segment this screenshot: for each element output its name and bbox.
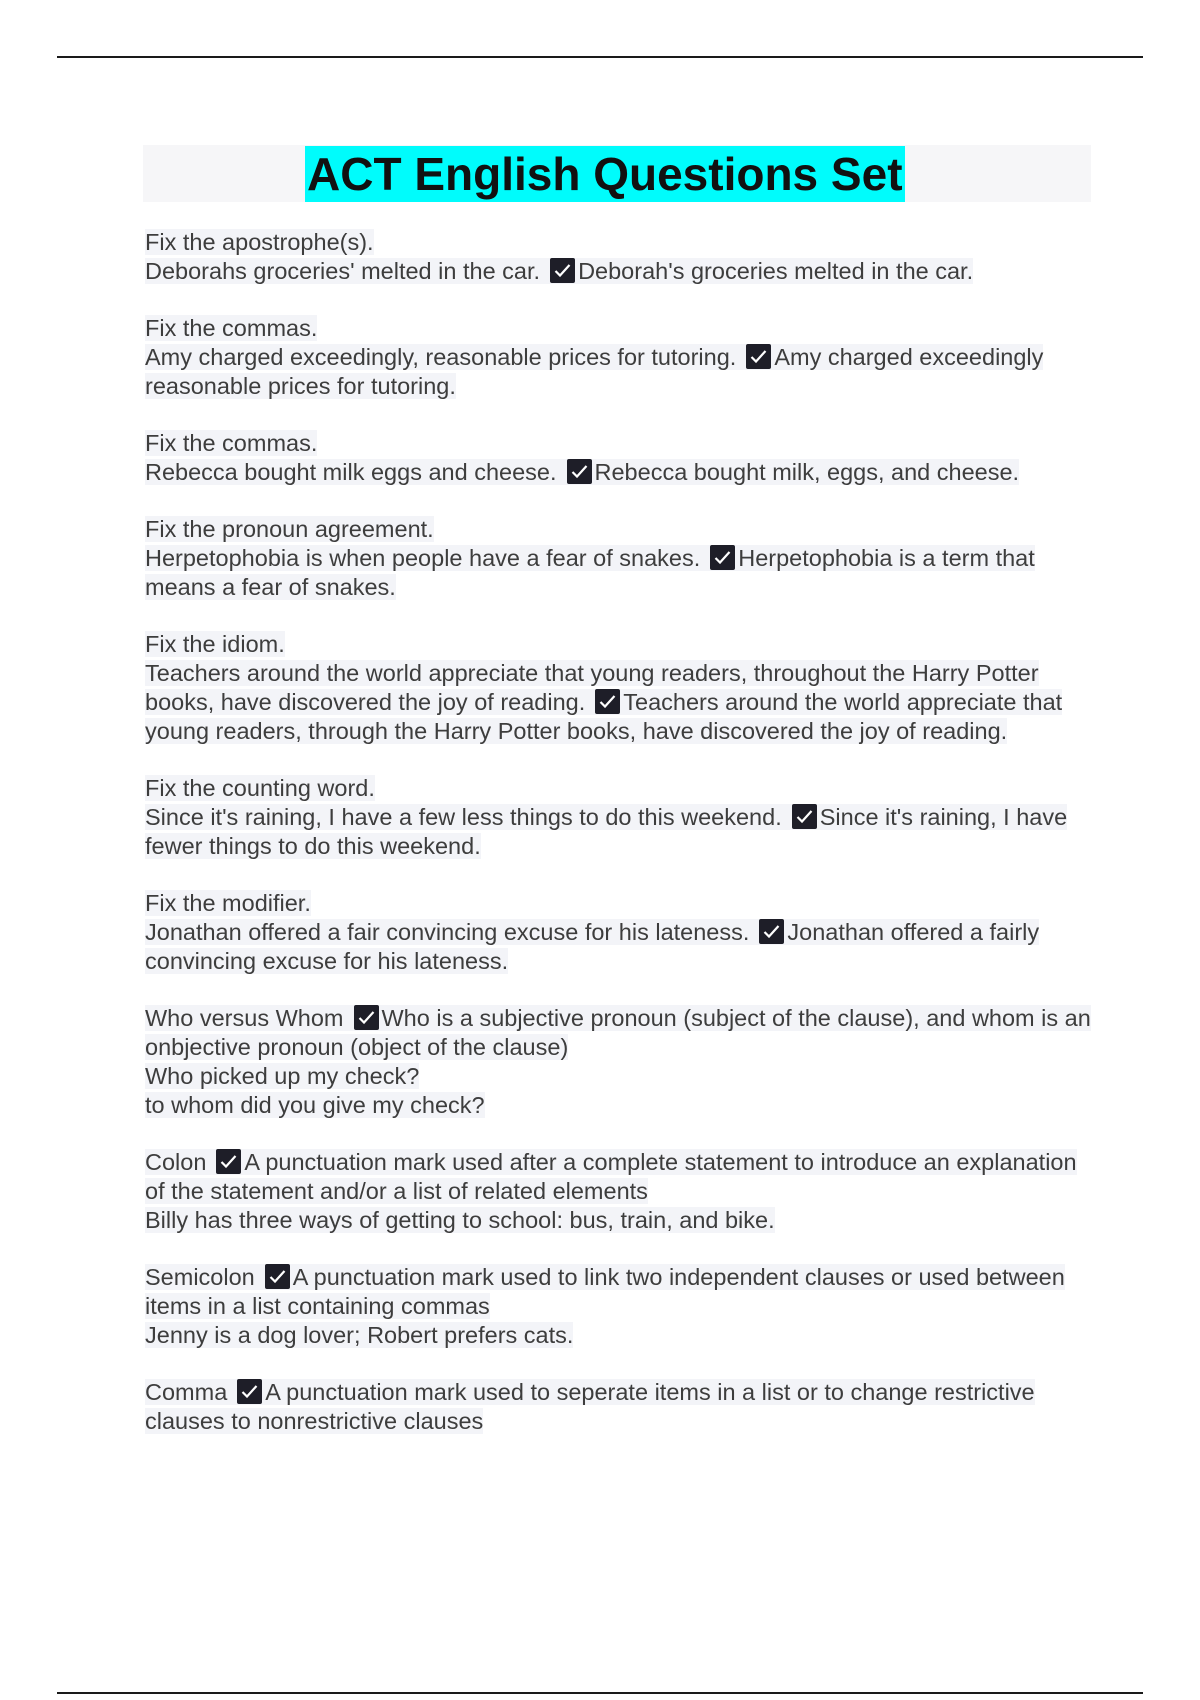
example-line xyxy=(145,1062,1095,1091)
question-prompt: Fix the pronoun agreement. xyxy=(145,516,434,542)
answer-text: Rebecca bought milk, eggs, and cheese. xyxy=(594,459,1020,485)
definition-text: A punctuation mark used to link two independent clauses or used between items in a list containing commas xyxy=(145,1264,1065,1319)
question-item xyxy=(145,774,1095,861)
question-item xyxy=(145,429,1095,487)
definition-term: Who versus Whom xyxy=(145,1005,344,1031)
question-answer-line xyxy=(145,257,1095,286)
example-line xyxy=(145,1091,1095,1120)
answer-text: Teachers around the world appreciate that young readers, through the Harry Potter books, have discovered the joy of reading. xyxy=(145,689,1063,744)
question-prompt: Fix the modifier. xyxy=(145,890,311,916)
definition-line xyxy=(145,1148,1095,1206)
checkmark-icon xyxy=(216,1149,241,1174)
example-text: Billy has three ways of getting to school: bus, train, and bike. xyxy=(145,1207,775,1233)
example-text: Jenny is a dog lover; Robert prefers cats. xyxy=(145,1322,574,1348)
question-item xyxy=(145,314,1095,401)
question-answer-line xyxy=(145,458,1095,487)
question-text: Rebecca bought milk eggs and cheese. xyxy=(145,459,557,485)
checkmark-icon xyxy=(265,1264,290,1289)
bottom-rule xyxy=(57,1692,1143,1694)
checkmark-icon xyxy=(595,689,620,714)
question-answer-line xyxy=(145,918,1095,976)
example-text: to whom did you give my check? xyxy=(145,1092,485,1118)
answer-text: Deborah's groceries melted in the car. xyxy=(578,258,974,284)
checkmark-icon xyxy=(550,258,575,283)
checkmark-icon xyxy=(567,459,592,484)
question-prompt: Fix the apostrophe(s). xyxy=(145,229,374,255)
checkmark-icon xyxy=(237,1379,262,1404)
answer-text: Amy charged exceedingly reasonable prices for tutoring. xyxy=(145,344,1044,399)
question-item xyxy=(145,630,1095,746)
example-text: Who picked up my check? xyxy=(145,1063,420,1089)
question-text: Herpetophobia is when people have a fear of snakes. xyxy=(145,545,701,571)
question-list xyxy=(145,228,1095,1464)
definition-item xyxy=(145,1378,1095,1436)
definition-term: Semicolon xyxy=(145,1264,255,1290)
page-title: ACT English Questions Set xyxy=(307,148,903,200)
definition-item xyxy=(145,1004,1095,1120)
definition-line xyxy=(145,1263,1095,1321)
checkmark-icon xyxy=(759,919,784,944)
definition-text: A punctuation mark used after a complete statement to introduce an explanation of the statement and/or a list of related elements xyxy=(145,1149,1077,1204)
question-text: Jonathan offered a fair convincing excuse for his lateness. xyxy=(145,919,750,945)
question-text: Since it's raining, I have a few less things to do this weekend. xyxy=(145,804,782,830)
question-text: Deborahs groceries' melted in the car. xyxy=(145,258,541,284)
question-prompt: Fix the idiom. xyxy=(145,631,285,657)
definition-item xyxy=(145,1148,1095,1235)
question-answer-line xyxy=(145,659,1095,746)
definition-item xyxy=(145,1263,1095,1350)
question-prompt: Fix the commas. xyxy=(145,430,318,456)
top-rule xyxy=(57,56,1143,58)
question-text: Amy charged exceedingly, reasonable prices for tutoring. xyxy=(145,344,737,370)
answer-text: Jonathan offered a fairly convincing excuse for his lateness. xyxy=(145,919,1040,974)
question-answer-line xyxy=(145,803,1095,861)
question-item xyxy=(145,889,1095,976)
definition-line xyxy=(145,1004,1095,1062)
definition-term: Colon xyxy=(145,1149,207,1175)
question-text: Teachers around the world appreciate that young readers, throughout the Harry Potter books, have discovered the joy of reading. xyxy=(145,660,1039,715)
checkmark-icon xyxy=(792,804,817,829)
checkmark-icon xyxy=(354,1005,379,1030)
question-prompt: Fix the counting word. xyxy=(145,775,375,801)
definition-text: A punctuation mark used to seperate items in a list or to change restrictive clauses to nonrestrictive clauses xyxy=(145,1379,1035,1434)
example-line xyxy=(145,1321,1095,1350)
question-prompt: Fix the commas. xyxy=(145,315,318,341)
question-answer-line xyxy=(145,544,1095,602)
question-answer-line xyxy=(145,343,1095,401)
answer-text: Herpetophobia is a term that means a fear of snakes. xyxy=(145,545,1035,600)
example-line xyxy=(145,1206,1095,1235)
definition-line xyxy=(145,1378,1095,1436)
answer-text: Since it's raining, I have fewer things to do this weekend. xyxy=(145,804,1068,859)
definition-text: Who is a subjective pronoun (subject of the clause), and whom is an onbjective pronoun (object of the clause) xyxy=(145,1005,1091,1060)
question-item xyxy=(145,228,1095,286)
question-item xyxy=(145,515,1095,602)
checkmark-icon xyxy=(746,344,771,369)
definition-term: Comma xyxy=(145,1379,228,1405)
checkmark-icon xyxy=(710,545,735,570)
